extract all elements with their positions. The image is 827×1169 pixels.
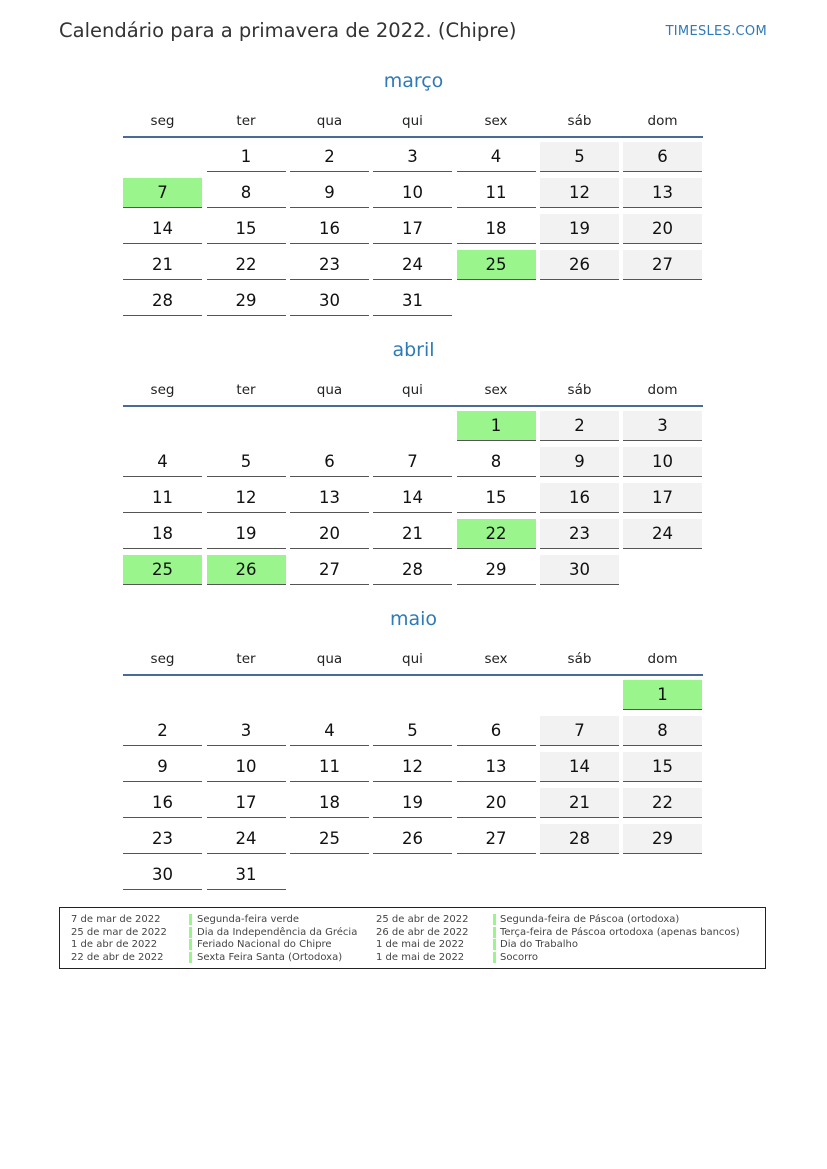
day-cell[interactable]: 30 <box>290 286 369 316</box>
day-cell[interactable]: 20 <box>623 214 702 244</box>
day-cell[interactable]: 2 <box>540 411 619 441</box>
day-cell[interactable]: 24 <box>373 250 452 280</box>
weekday-label: ter <box>236 113 256 129</box>
legend-color-marker <box>493 927 496 938</box>
day-cell[interactable]: 19 <box>207 519 286 549</box>
day-cell[interactable]: 22 <box>207 250 286 280</box>
weekday-label: sex <box>484 113 508 129</box>
day-cell[interactable]: 14 <box>123 214 202 244</box>
legend-date: 22 de abr de 2022 <box>71 951 164 963</box>
weekday-label: seg <box>150 113 175 129</box>
day-cell[interactable]: 29 <box>207 286 286 316</box>
day-cell[interactable]: 15 <box>207 214 286 244</box>
day-cell[interactable]: 19 <box>540 214 619 244</box>
day-cell[interactable]: 29 <box>457 555 536 585</box>
legend-holiday-name: Terça-feira de Páscoa ortodoxa (apenas bancos) <box>500 926 740 938</box>
day-cell[interactable]: 13 <box>457 752 536 782</box>
weekday-label: dom <box>647 382 678 398</box>
day-cell[interactable]: 9 <box>123 752 202 782</box>
legend-holiday-name: Segunda-feira verde <box>197 914 299 925</box>
day-cell[interactable]: 8 <box>207 178 286 208</box>
day-cell[interactable]: 12 <box>373 752 452 782</box>
day-cell[interactable]: 14 <box>540 752 619 782</box>
day-cell[interactable]: 18 <box>457 214 536 244</box>
day-cell[interactable]: 27 <box>290 555 369 585</box>
day-cell[interactable]: 28 <box>123 286 202 316</box>
weekday-label: qui <box>402 382 423 398</box>
legend-color-marker <box>493 939 496 950</box>
day-cell[interactable]: 4 <box>290 716 369 746</box>
day-cell[interactable]: 21 <box>540 788 619 818</box>
day-cell[interactable]: 1 <box>207 142 286 172</box>
page-title: Calendário para a primavera de 2022. (Chipre) <box>59 19 517 42</box>
day-cell[interactable]: 11 <box>290 752 369 782</box>
weekday-label: dom <box>647 651 678 667</box>
header-divider <box>123 405 703 407</box>
day-cell[interactable]: 5 <box>540 142 619 172</box>
legend-color-marker <box>493 952 496 963</box>
day-cell[interactable]: 2 <box>123 716 202 746</box>
header-divider <box>123 136 703 138</box>
day-cell[interactable]: 5 <box>373 716 452 746</box>
day-cell[interactable]: 6 <box>623 142 702 172</box>
legend-date: 1 de mai de 2022 <box>376 951 465 963</box>
day-cell[interactable]: 20 <box>290 519 369 549</box>
day-cell[interactable]: 24 <box>207 824 286 854</box>
day-cell[interactable]: 26 <box>540 250 619 280</box>
day-cell[interactable]: 23 <box>290 250 369 280</box>
month-name: março <box>383 70 444 92</box>
day-cell[interactable]: 6 <box>290 447 369 477</box>
day-cell[interactable]: 24 <box>623 519 702 549</box>
weekday-header <box>123 382 706 402</box>
weekday-label: qua <box>316 651 343 667</box>
day-cell[interactable]: 28 <box>373 555 452 585</box>
weekday-header <box>123 113 706 133</box>
day-cell[interactable]: 10 <box>373 178 452 208</box>
legend-date: 25 de mar de 2022 <box>71 926 167 938</box>
day-cell[interactable]: 11 <box>457 178 536 208</box>
day-cell[interactable]: 20 <box>457 788 536 818</box>
header-divider <box>123 674 703 676</box>
day-cell[interactable]: 21 <box>123 250 202 280</box>
day-cell[interactable]: 9 <box>540 447 619 477</box>
legend-holiday-name: Socorro <box>500 951 539 963</box>
brand-link[interactable]: TIMESLES.COM <box>665 24 767 39</box>
day-cell[interactable]: 19 <box>373 788 452 818</box>
day-cell[interactable]: 16 <box>123 788 202 818</box>
legend-holiday-name: Dia da Independência da Grécia <box>197 926 358 938</box>
day-cell[interactable]: 13 <box>290 483 369 513</box>
weekday-label: sex <box>484 651 508 667</box>
month-name: maio <box>389 608 438 630</box>
weekday-label: ter <box>236 651 256 667</box>
legend-color-marker <box>189 914 192 925</box>
day-cell[interactable]: 25 <box>457 250 536 280</box>
day-cell[interactable]: 30 <box>540 555 619 585</box>
day-cell[interactable]: 2 <box>290 142 369 172</box>
day-cell[interactable]: 9 <box>290 178 369 208</box>
month-name: abril <box>392 339 435 361</box>
weekday-label: qui <box>402 113 423 129</box>
day-cell[interactable]: 4 <box>457 142 536 172</box>
weekday-label: sex <box>484 382 508 398</box>
day-cell[interactable]: 27 <box>623 250 702 280</box>
weekday-label: qua <box>316 382 343 398</box>
day-cell[interactable]: 16 <box>540 483 619 513</box>
day-cell[interactable]: 10 <box>623 447 702 477</box>
day-cell[interactable]: 15 <box>623 752 702 782</box>
day-cell[interactable]: 29 <box>623 824 702 854</box>
day-cell[interactable]: 1 <box>623 680 702 710</box>
legend-color-marker <box>189 939 192 950</box>
weekday-label: qui <box>402 651 423 667</box>
weekday-header <box>123 651 706 671</box>
day-cell[interactable]: 11 <box>123 483 202 513</box>
day-cell[interactable]: 31 <box>373 286 452 316</box>
legend-color-marker <box>189 952 192 963</box>
day-cell[interactable]: 1 <box>457 411 536 441</box>
day-cell[interactable]: 6 <box>457 716 536 746</box>
day-cell[interactable]: 16 <box>290 214 369 244</box>
day-cell[interactable]: 7 <box>123 178 202 208</box>
legend-holiday-name: Feriado Nacional do Chipre <box>197 939 332 951</box>
day-cell[interactable]: 22 <box>457 519 536 549</box>
legend-date: 25 de abr de 2022 <box>376 914 469 925</box>
legend-holiday-name: Dia do Trabalho <box>500 939 579 951</box>
weekday-label: sáb <box>567 382 592 398</box>
weekday-label: seg <box>150 382 175 398</box>
day-cell[interactable]: 8 <box>623 716 702 746</box>
day-cell[interactable]: 12 <box>540 178 619 208</box>
weekday-label: qua <box>316 113 343 129</box>
legend-color-marker <box>189 927 192 938</box>
weekday-label: seg <box>150 651 175 667</box>
day-cell[interactable]: 31 <box>207 860 286 890</box>
day-cell[interactable]: 13 <box>623 178 702 208</box>
weekday-label: ter <box>236 382 256 398</box>
day-cell[interactable]: 27 <box>457 824 536 854</box>
day-cell[interactable]: 28 <box>540 824 619 854</box>
day-cell[interactable]: 23 <box>540 519 619 549</box>
legend-date: 1 de mai de 2022 <box>376 939 465 951</box>
day-cell[interactable]: 18 <box>290 788 369 818</box>
legend-holiday-name: Sexta Feira Santa (Ortodoxa) <box>197 951 343 963</box>
day-cell[interactable]: 23 <box>123 824 202 854</box>
legend-date: 7 de mar de 2022 <box>71 914 161 925</box>
day-cell[interactable]: 10 <box>207 752 286 782</box>
day-cell[interactable]: 3 <box>373 142 452 172</box>
day-cell[interactable]: 5 <box>207 447 286 477</box>
day-cell[interactable]: 4 <box>123 447 202 477</box>
day-cell[interactable]: 26 <box>373 824 452 854</box>
day-cell[interactable]: 17 <box>207 788 286 818</box>
weekday-label: sáb <box>567 113 592 129</box>
day-cell[interactable]: 18 <box>123 519 202 549</box>
weekday-label: dom <box>647 113 678 129</box>
legend-holiday-name: Segunda-feira de Páscoa (ortodoxa) <box>500 914 680 925</box>
day-cell[interactable]: 17 <box>623 483 702 513</box>
day-cell[interactable]: 25 <box>123 555 202 585</box>
weekday-label: sáb <box>567 651 592 667</box>
day-cell[interactable]: 3 <box>623 411 702 441</box>
day-cell[interactable]: 15 <box>457 483 536 513</box>
day-cell[interactable]: 21 <box>373 519 452 549</box>
day-cell[interactable]: 30 <box>123 860 202 890</box>
legend-date: 26 de abr de 2022 <box>376 926 469 938</box>
day-cell[interactable]: 3 <box>207 716 286 746</box>
day-cell[interactable]: 12 <box>207 483 286 513</box>
day-cell[interactable]: 14 <box>373 483 452 513</box>
holiday-legend <box>59 907 766 969</box>
legend-color-marker <box>493 914 496 925</box>
day-cell[interactable]: 7 <box>373 447 452 477</box>
day-cell[interactable]: 26 <box>207 555 286 585</box>
legend-date: 1 de abr de 2022 <box>71 939 158 951</box>
day-cell[interactable]: 8 <box>457 447 536 477</box>
day-cell[interactable]: 22 <box>623 788 702 818</box>
day-cell[interactable]: 7 <box>540 716 619 746</box>
day-cell[interactable]: 25 <box>290 824 369 854</box>
day-cell[interactable]: 17 <box>373 214 452 244</box>
